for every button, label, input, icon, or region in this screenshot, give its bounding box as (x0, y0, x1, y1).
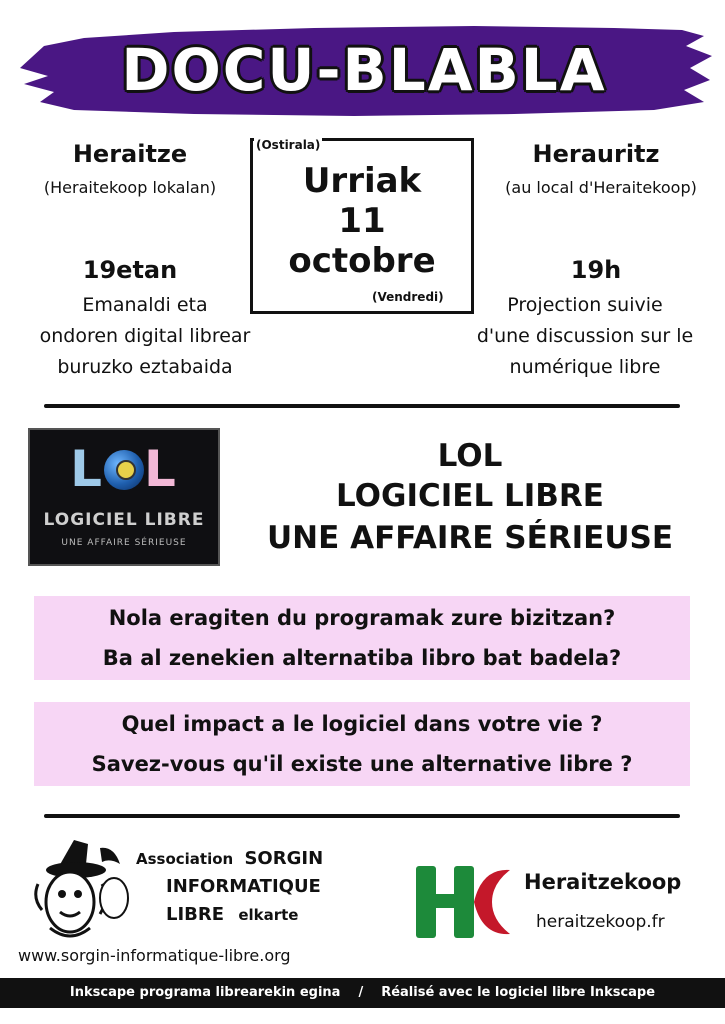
left-location-subtitle: (Heraitekoop lokalan) (43, 178, 217, 197)
right-location-title: Herauritz (532, 140, 660, 168)
lol-letter-l: L (144, 440, 178, 498)
divider (44, 404, 680, 408)
right-desc-line: d'une discussion sur le (476, 325, 694, 347)
association-name-sorgin: SORGIN (244, 848, 324, 869)
heraitzekoop-url[interactable]: heraitzekoop.fr (536, 912, 665, 932)
question-eu: Ba al zenekien alternatiba libro bat badela? (102, 646, 622, 670)
date-month-fr: octobre (288, 241, 436, 281)
lol-heading-line: LOGICIEL LIBRE (336, 478, 604, 514)
right-desc-line: Projection suivie (507, 294, 663, 316)
footer-credit-fr: Réalisé avec le logiciel libre Inkscape (381, 985, 656, 1000)
date-month-eu: Urriak (302, 161, 422, 201)
heraitzekoop-name: Heraitzekoop (524, 870, 682, 894)
left-location-title: Heraitze (72, 140, 188, 168)
association-line3 (166, 904, 298, 925)
globe-icon (104, 450, 144, 490)
right-location-subtitle: (au local d'Heraitekoop) (505, 178, 697, 197)
lol-heading-line: UNE AFFAIRE SÉRIEUSE (267, 520, 673, 556)
association-url[interactable]: www.sorgin-informatique-libre.org (18, 946, 291, 965)
left-desc-line: Emanaldi eta (82, 294, 208, 316)
footer-credit-eu: Inkscape programa librearekin egina (69, 985, 341, 1000)
heraitzekoop-logo-icon (412, 862, 516, 942)
divider (44, 814, 680, 818)
footer-bar (0, 978, 725, 1008)
association-name-libre: LIBRE (166, 904, 225, 925)
lol-letter-l: L (70, 440, 104, 498)
association-name-informatique: INFORMATIQUE (166, 876, 321, 897)
left-time: 19etan (82, 256, 178, 284)
lol-logo-letters (30, 440, 218, 498)
footer-separator: / (358, 985, 364, 1000)
association-suffix: elkarte (238, 906, 299, 924)
question-eu: Nola eragiten du programak zure bizitzan? (108, 606, 616, 630)
question-fr: Savez-vous qu'il existe une alternative libre ? (91, 752, 633, 776)
right-time: 19h (570, 256, 622, 284)
right-desc-line: numérique libre (509, 356, 661, 378)
date-day-number: 11 (338, 201, 386, 241)
left-description (8, 290, 282, 383)
poster-title: DOCU-BLABLA (121, 36, 607, 104)
question-fr: Quel impact a le logiciel dans votre vie ? (121, 712, 603, 736)
left-desc-line: buruzko eztabaida (57, 356, 233, 378)
association-prefix: Association (136, 850, 234, 868)
association-line1 (136, 848, 323, 869)
sorgin-mascot-icon (30, 836, 134, 946)
lol-logo-tagline: UNE AFFAIRE SÉRIEUSE (61, 538, 187, 548)
lol-logo-name: LOGICIEL LIBRE (43, 510, 205, 530)
lol-logo (28, 428, 220, 566)
left-desc-line: ondoren digital librear (39, 325, 251, 347)
right-description (454, 290, 716, 383)
date-weekday-fr: (Vendredi) (372, 290, 444, 304)
title-banner (14, 16, 714, 120)
date-weekday-eu: (Ostirala) (256, 138, 321, 152)
lol-heading-line: LOL (437, 438, 503, 474)
